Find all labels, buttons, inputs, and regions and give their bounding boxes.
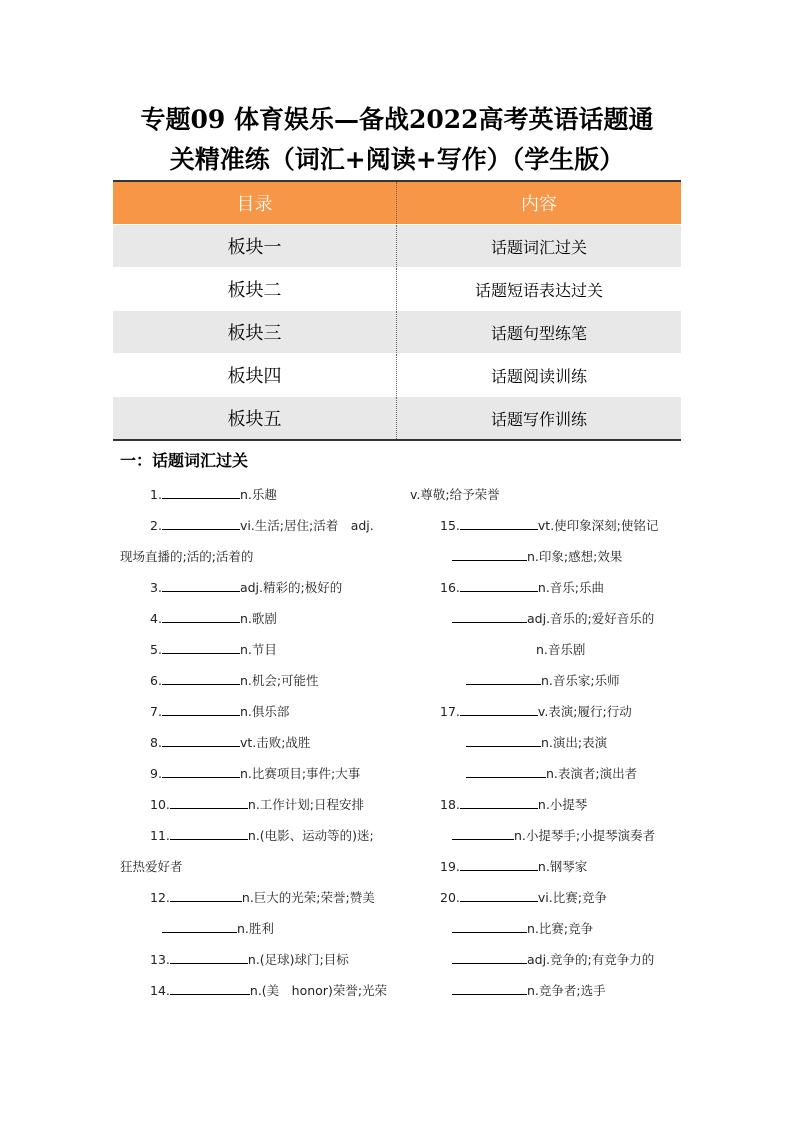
toc-block-name: 板块二: [113, 268, 397, 311]
definition-text: n.比赛;竞争: [527, 921, 594, 936]
definition-text: n.歌剧: [239, 611, 277, 626]
definition-text: vi.比赛;竞争: [537, 890, 607, 905]
vocab-item: [120, 669, 400, 700]
vocab-item: [410, 483, 700, 514]
answer-blank[interactable]: [466, 733, 541, 747]
definition-text: n.(足球)球门;目标: [247, 952, 349, 967]
item-number: 20.: [440, 890, 460, 905]
vocab-item: [410, 669, 700, 700]
vocab-item: [410, 948, 700, 979]
vocab-item: [410, 638, 700, 669]
vocab-item: [120, 793, 400, 824]
vocab-item: [120, 886, 400, 917]
toc-block-name: 板块三: [113, 311, 397, 354]
definition-text: n.俱乐部: [239, 704, 290, 719]
definition-text: vi.生活;居住;活着 adj.: [239, 518, 374, 533]
answer-blank[interactable]: [162, 516, 240, 530]
definition-text: 现场直播的;活的;活着的: [120, 549, 254, 564]
item-number: 1.: [150, 487, 162, 502]
vocab-item: [410, 886, 700, 917]
vocab-item: [120, 979, 400, 1010]
item-number: 16.: [440, 580, 460, 595]
toc-block-name: 板块四: [113, 354, 397, 397]
definition-text: n.(电影、运动等的)迷;: [247, 828, 374, 843]
definition-text: n.节目: [239, 642, 277, 657]
toc-header-catalog: 目录: [113, 181, 397, 225]
vocab-item: [120, 607, 400, 638]
vocab-item: [410, 762, 700, 793]
item-number: 8.: [150, 735, 162, 750]
definition-text: adj.音乐的;爱好音乐的: [527, 611, 655, 626]
answer-blank[interactable]: [460, 857, 538, 871]
toc-row: [113, 268, 681, 311]
document-title: [110, 100, 684, 180]
vocab-column-right: [410, 483, 700, 1010]
vocab-item: [120, 731, 400, 762]
definition-text: n.巨大的光荣;荣誉;赞美: [241, 890, 375, 905]
vocab-item: [120, 824, 400, 855]
item-number: 6.: [150, 673, 162, 688]
answer-blank[interactable]: [170, 981, 250, 995]
definition-text: n.小提琴: [537, 797, 588, 812]
definition-text: n.钢琴家: [537, 859, 588, 874]
vocab-item: [120, 762, 400, 793]
item-number: 10.: [150, 797, 170, 812]
answer-blank[interactable]: [162, 485, 240, 499]
answer-blank[interactable]: [170, 888, 242, 902]
definition-text: n.音乐剧: [536, 642, 586, 657]
item-number: 4.: [150, 611, 162, 626]
vocab-item: [120, 700, 400, 731]
toc-header-content: 内容: [397, 181, 682, 225]
vocab-item: [410, 979, 700, 1010]
vocab-item: [410, 545, 700, 576]
answer-blank[interactable]: [452, 826, 514, 840]
definition-text: n.演出;表演: [541, 735, 608, 750]
toc-header-row: [113, 181, 681, 225]
answer-blank[interactable]: [452, 919, 527, 933]
answer-blank[interactable]: [170, 826, 248, 840]
answer-blank[interactable]: [162, 671, 240, 685]
answer-blank[interactable]: [452, 950, 527, 964]
vocab-item: [120, 917, 400, 948]
item-number: 2.: [150, 518, 162, 533]
toc-block-content: 话题阅读训练: [397, 354, 682, 397]
definition-text: v.尊敬;给予荣誉: [410, 487, 500, 502]
vocab-item: [410, 731, 700, 762]
item-number: 7.: [150, 704, 162, 719]
item-number: 9.: [150, 766, 162, 781]
definition-text: n.机会;可能性: [239, 673, 319, 688]
item-number: 14.: [150, 983, 170, 998]
item-number: 12.: [150, 890, 170, 905]
vocab-item: [410, 514, 700, 545]
vocab-item: [410, 917, 700, 948]
definition-text: n.印象;感想;效果: [527, 549, 623, 564]
vocab-item: [410, 700, 700, 731]
vocab-item: [120, 638, 400, 669]
title-line-1: 专题09 体育娱乐—备战2022高考英语话题通: [140, 105, 654, 134]
vocab-column-left: [120, 483, 400, 1010]
item-number: 19.: [440, 859, 460, 874]
vocab-item: [410, 793, 700, 824]
answer-blank[interactable]: [162, 733, 240, 747]
toc-row: [113, 397, 681, 441]
toc-block-content: 话题句型练笔: [397, 311, 682, 354]
vocab-item: [410, 824, 700, 855]
answer-blank[interactable]: [162, 702, 240, 716]
answer-blank[interactable]: [162, 640, 240, 654]
toc-block-name: 板块一: [113, 225, 397, 268]
answer-blank[interactable]: [460, 516, 538, 530]
definition-text: v.表演;履行;行动: [537, 704, 632, 719]
definition-text: 狂热爱好者: [120, 859, 183, 874]
answer-blank[interactable]: [460, 795, 538, 809]
answer-blank[interactable]: [466, 671, 541, 685]
toc-block-content: 话题短语表达过关: [397, 268, 682, 311]
item-number: 5.: [150, 642, 162, 657]
definition-text: adj.精彩的;极好的: [239, 580, 343, 595]
definition-text: n.竞争者;选手: [527, 983, 606, 998]
vocab-item: [410, 607, 700, 638]
definition-text: n.(美 honor)荣誉;光荣: [249, 983, 388, 998]
item-number: 17.: [440, 704, 460, 719]
definition-text: n.小提琴手;小提琴演奏者: [514, 828, 656, 843]
vocab-item: [410, 855, 700, 886]
definition-text: adj.竞争的;有竞争力的: [527, 952, 655, 967]
definition-text: vt.击败;战胜: [239, 735, 311, 750]
item-number: 15.: [440, 518, 460, 533]
item-number: 11.: [150, 828, 170, 843]
definition-text: n.胜利: [237, 921, 274, 936]
toc-block-content: 话题写作训练: [397, 397, 682, 441]
answer-blank[interactable]: [460, 888, 538, 902]
vocab-item: [120, 514, 400, 545]
vocab-item: [410, 576, 700, 607]
answer-blank[interactable]: [170, 950, 248, 964]
vocab-item: [120, 948, 400, 979]
answer-blank[interactable]: [466, 764, 546, 778]
answer-blank[interactable]: [460, 702, 538, 716]
answer-blank[interactable]: [452, 981, 527, 995]
toc-block-name: 板块五: [113, 397, 397, 441]
title-line-2: 关精准练（词汇+阅读+写作）（学生版）: [169, 145, 625, 174]
vocab-item: [120, 545, 400, 576]
section-heading: 一：话题词汇过关: [120, 451, 249, 470]
definition-text: n.乐趣: [239, 487, 277, 502]
answer-blank[interactable]: [460, 578, 538, 592]
definition-text: n.表演者;演出者: [546, 766, 638, 781]
answer-blank[interactable]: [162, 609, 240, 623]
definition-text: vt.使印象深刻;使铭记: [537, 518, 659, 533]
definition-text: n.音乐家;乐师: [541, 673, 620, 688]
answer-blank[interactable]: [452, 609, 527, 623]
item-number: 18.: [440, 797, 460, 812]
toc-row: [113, 354, 681, 397]
item-number: 3.: [150, 580, 162, 595]
definition-text: n.工作计划;日程安排: [247, 797, 364, 812]
toc-row: [113, 225, 681, 268]
vocab-item: [120, 483, 400, 514]
definition-text: n.比赛项目;事件;大事: [239, 766, 361, 781]
item-number: 13.: [150, 952, 170, 967]
toc-block-content: 话题词汇过关: [397, 225, 682, 268]
vocab-item: [120, 855, 400, 886]
definition-text: n.音乐;乐曲: [537, 580, 604, 595]
answer-blank[interactable]: [452, 547, 527, 561]
answer-blank[interactable]: [162, 578, 240, 592]
answer-blank[interactable]: [162, 919, 237, 933]
answer-blank[interactable]: [170, 795, 248, 809]
answer-blank[interactable]: [162, 764, 240, 778]
vocab-item: [120, 576, 400, 607]
toc-row: [113, 311, 681, 354]
table-of-contents: [113, 180, 681, 441]
